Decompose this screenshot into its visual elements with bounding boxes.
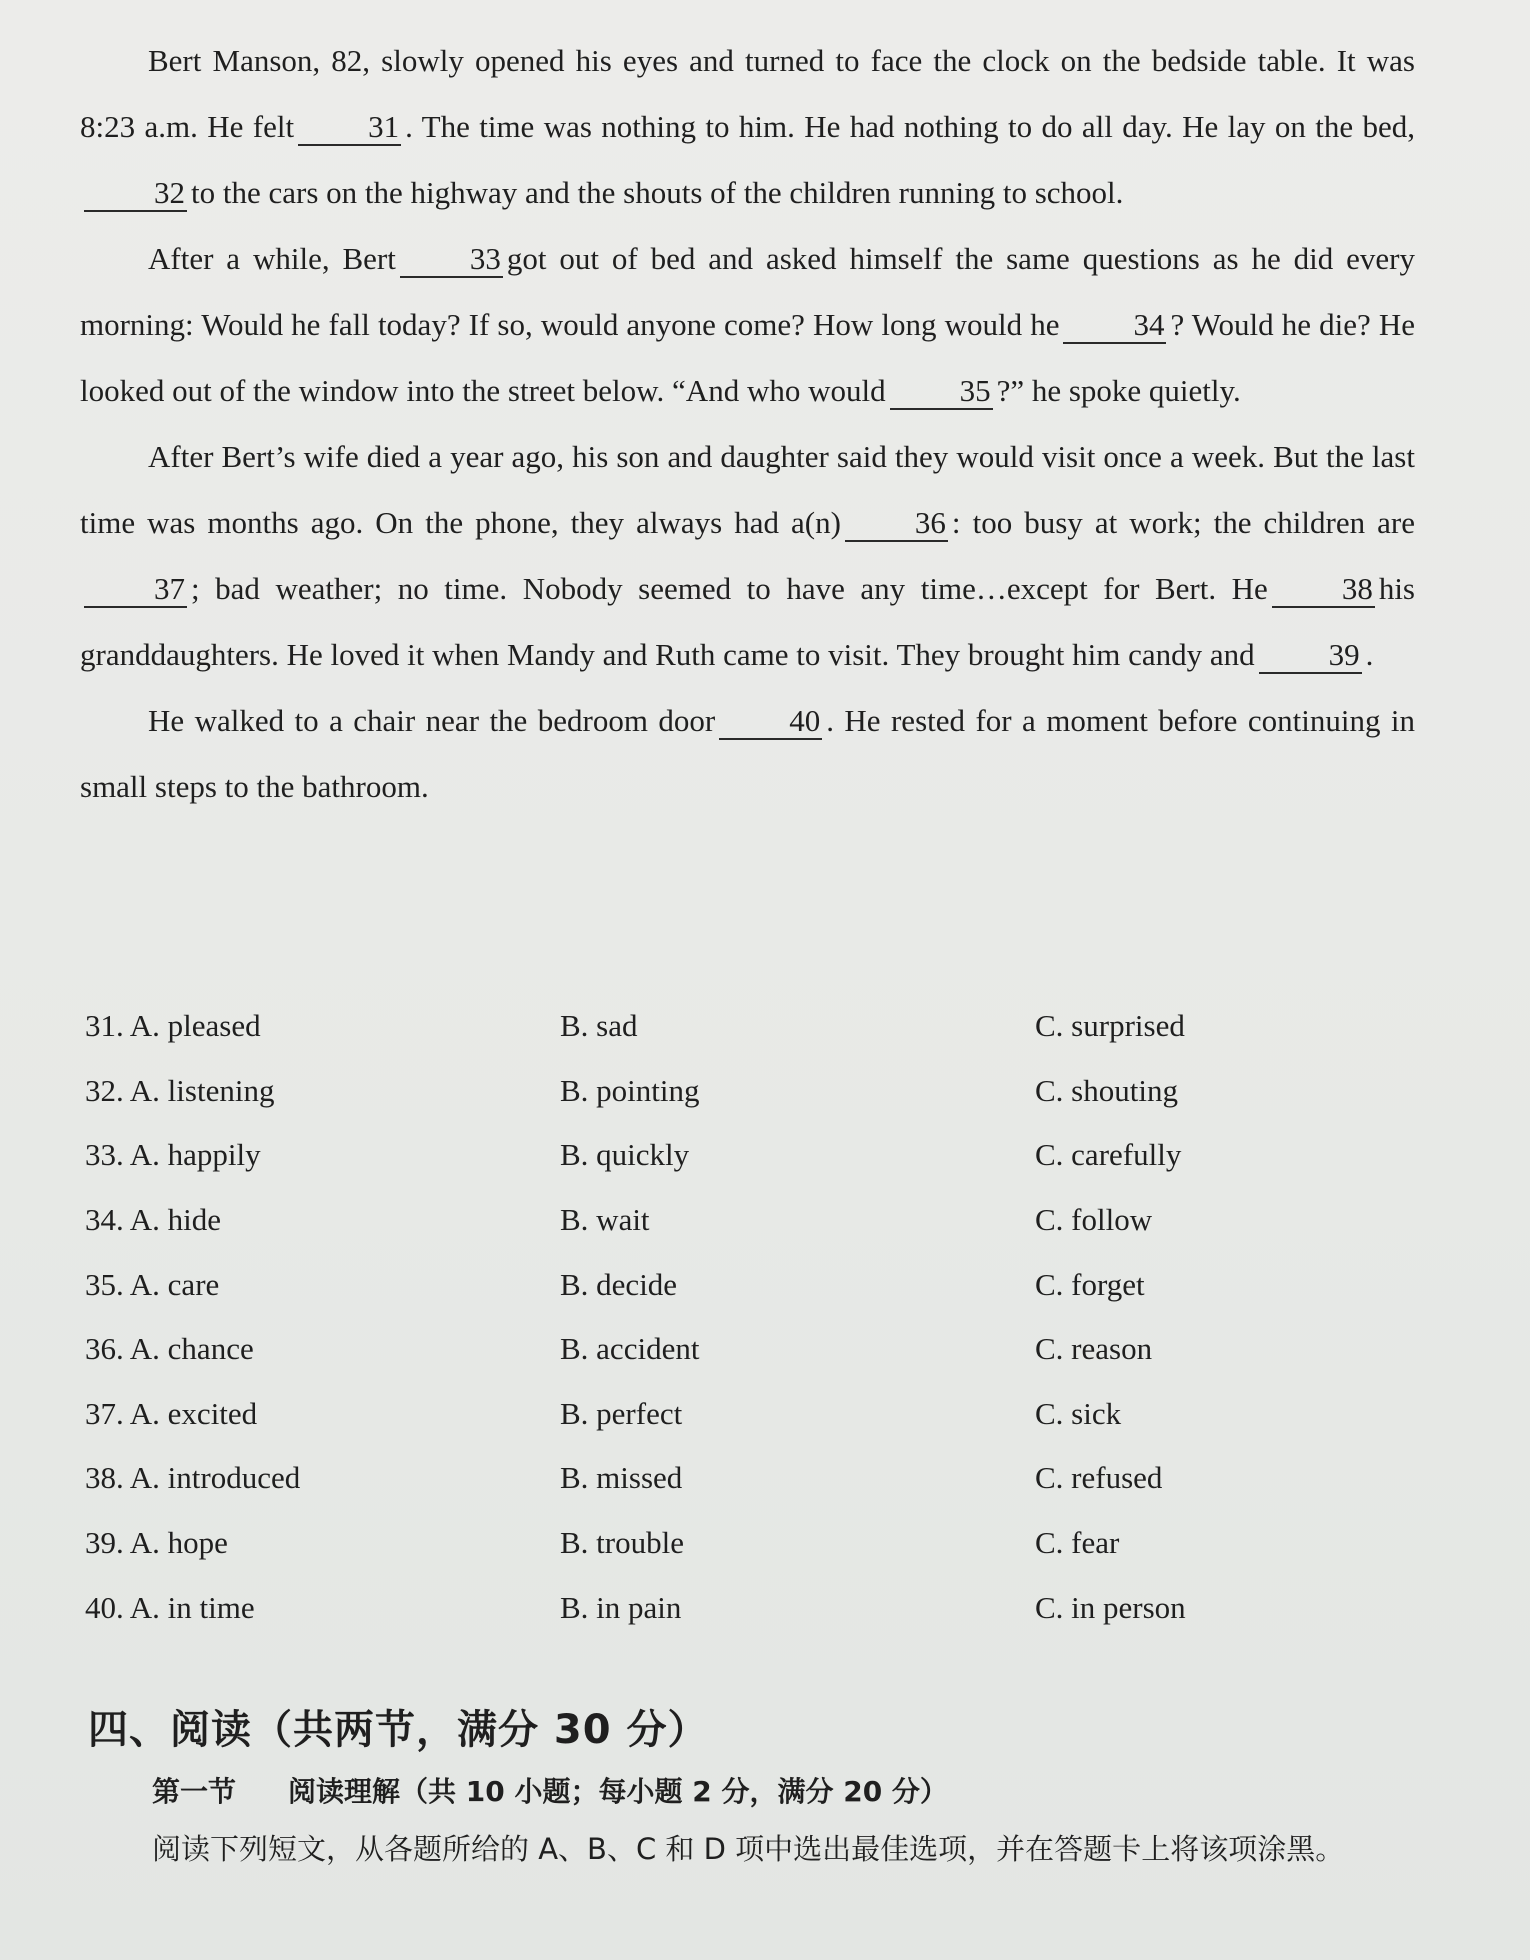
option-b: B. trouble: [560, 1525, 684, 1561]
option-c: C. surprised: [1035, 1008, 1185, 1044]
blank-40: 40: [719, 704, 822, 740]
passage-text: ; bad weather; no time. Nobody seemed to have any time…except for Bert. He: [191, 571, 1268, 606]
blank-33: 33: [400, 242, 503, 278]
option-c: C. sick: [1035, 1395, 1122, 1431]
option-a: 38. A. introduced: [85, 1460, 301, 1496]
passage-paragraph-2: [80, 226, 1415, 424]
cloze-passage: [80, 28, 1415, 820]
option-a: 33. A. happily: [85, 1137, 261, 1173]
passage-text: .: [1365, 637, 1374, 672]
passage-text: : too busy at work; the children are: [951, 505, 1415, 540]
passage-paragraph-3: [80, 424, 1415, 688]
option-row-40: [85, 1575, 1415, 1640]
blank-31: 31: [298, 110, 401, 146]
option-c: C. fear: [1035, 1525, 1120, 1561]
passage-text: ?” he spoke quietly.: [996, 373, 1241, 408]
option-row-36: [85, 1317, 1415, 1382]
option-a: 39. A. hope: [85, 1525, 228, 1561]
blank-36: 36: [845, 506, 948, 542]
option-b: B. missed: [560, 1460, 683, 1496]
passage-text: . He rested for a moment before continuing in small steps to the bathroom.: [80, 703, 1415, 804]
option-row-31: [85, 994, 1415, 1059]
option-b: B. perfect: [560, 1395, 683, 1431]
option-c: C. follow: [1035, 1202, 1153, 1238]
answer-options: [85, 994, 1415, 1640]
passage-text: After Bert’s wife died a year ago, his son and daughter said they would visit once a week. But the last time was months ago. On the phone, they always had a(n): [80, 439, 1415, 540]
option-b: B. sad: [560, 1008, 638, 1044]
blank-37: 37: [84, 572, 187, 608]
option-c: C. carefully: [1035, 1137, 1182, 1173]
option-a: 31. A. pleased: [85, 1008, 261, 1044]
option-b: B. wait: [560, 1202, 650, 1238]
passage-text: to the cars on the highway and the shouts of the children running to school.: [191, 175, 1124, 210]
option-b: B. in pain: [560, 1589, 682, 1625]
blank-39: 39: [1259, 638, 1362, 674]
option-b: B. decide: [560, 1266, 678, 1302]
option-a: 35. A. care: [85, 1266, 220, 1302]
passage-text: Bert Manson, 82, slowly opened his eyes and turned to face the clock on the bedside table. It was 8:23 a.m. He felt: [80, 43, 1415, 144]
passage-paragraph-1: [80, 28, 1415, 226]
option-c: C. reason: [1035, 1331, 1153, 1367]
option-row-33: [85, 1123, 1415, 1188]
section-title: 四、阅读（共两节，满分 30 分）: [88, 1707, 709, 1753]
option-b: B. quickly: [560, 1137, 690, 1173]
option-c: C. forget: [1035, 1266, 1145, 1302]
option-c: C. shouting: [1035, 1072, 1178, 1108]
option-c: C. in person: [1035, 1589, 1186, 1625]
option-row-35: [85, 1252, 1415, 1317]
passage-text: He walked to a chair near the bedroom door: [148, 703, 716, 738]
option-c: C. refused: [1035, 1460, 1163, 1496]
passage-text: got out of bed and asked himself the same questions as he did every morning: Would he fall today? If so, would anyone come? How long would he: [80, 241, 1415, 342]
option-row-34: [85, 1188, 1415, 1253]
option-b: B. pointing: [560, 1072, 700, 1108]
passage-text: ? Would he die? He looked out of the window into the street below. “And who would: [80, 307, 1415, 408]
option-a: 40. A. in time: [85, 1589, 255, 1625]
subsection-label: 第一节: [152, 1775, 237, 1808]
option-row-38: [85, 1446, 1415, 1511]
section-instruction: 阅读下列短文，从各题所给的 A、B、C 和 D 项中选出最佳选项，并在答题卡上将该项涂黑。: [152, 1832, 1345, 1866]
subsection-text: 阅读理解（共 10 小题；每小题 2 分，满分 20 分）: [288, 1775, 948, 1808]
option-b: B. accident: [560, 1331, 700, 1367]
blank-38: 38: [1272, 572, 1375, 608]
option-row-37: [85, 1382, 1415, 1447]
blank-34: 34: [1063, 308, 1166, 344]
option-row-32: [85, 1059, 1415, 1124]
passage-paragraph-4: [80, 688, 1415, 820]
subsection-heading: [152, 1770, 1428, 1814]
option-a: 34. A. hide: [85, 1202, 222, 1238]
blank-35: 35: [890, 374, 993, 410]
blank-32: 32: [84, 176, 187, 212]
option-a: 36. A. chance: [85, 1331, 254, 1367]
reading-section: [88, 1698, 1428, 1878]
passage-text: After a while, Bert: [148, 241, 396, 276]
option-row-39: [85, 1511, 1415, 1576]
option-a: 37. A. excited: [85, 1395, 258, 1431]
passage-text: his granddaughters. He loved it when Mandy and Ruth came to visit. They brought him candy and: [80, 571, 1415, 672]
option-a: 32. A. listening: [85, 1072, 275, 1108]
passage-text: . The time was nothing to him. He had nothing to do all day. He lay on the bed,: [405, 109, 1415, 144]
